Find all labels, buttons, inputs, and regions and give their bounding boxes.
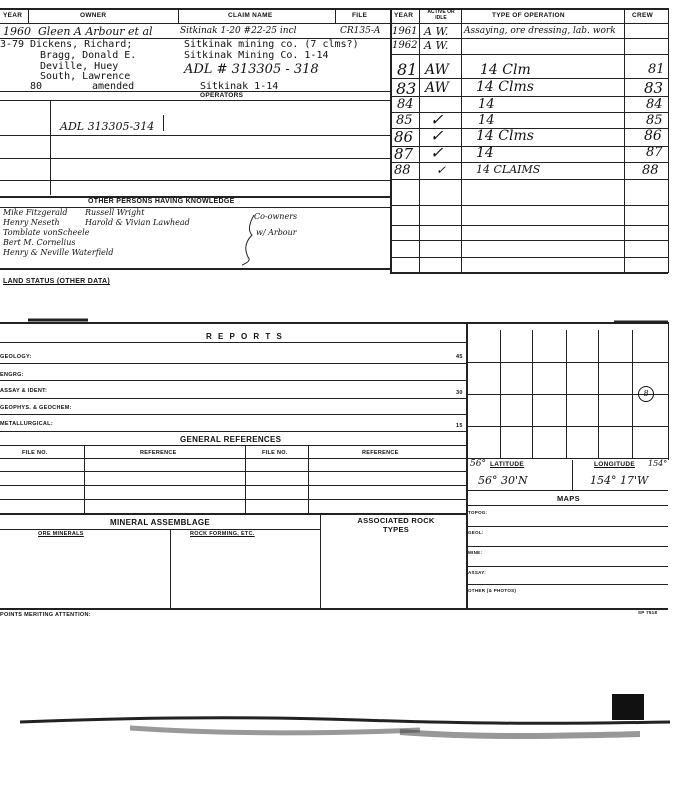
other-person: Mike Fitzgerald [3,208,68,217]
operation-type: 14 [478,113,495,128]
operation-type: 14 [478,97,495,112]
longitude-value: 154° 17'W [590,474,649,487]
maps-row: MINE: [468,550,483,555]
header-owner: OWNER [80,12,107,19]
operation-type: 14 CLAIMS [476,163,541,176]
lat-deg: 56° [470,459,486,469]
rock-forming-label: ROCK FORMING, ETC. [190,531,255,537]
operation-year: 1961 [392,26,418,37]
latitude-label: LATITUDE [490,461,525,468]
longitude-label: LONGITUDE [594,461,635,468]
operation-status: ✓ [430,126,444,145]
general-refs-title: GENERAL REFERENCES [180,435,282,444]
associated-rock-types-label: ASSOCIATED ROCK TYPES [357,516,435,534]
operation-crew: 88 [642,163,659,178]
brace-mark [242,215,254,265]
circle-mark: 8 [638,386,654,402]
report-row-label: GEOLOGY: [0,354,32,360]
owner-row-year: 1960 [3,25,31,38]
other-person: Henry & Neville Waterfield [3,248,114,257]
other-persons-label: OTHER PERSONS HAVING KNOWLEDGE [88,198,235,205]
owner-row-claim: Sitkinak 1-14 [200,81,279,92]
header-type-of-operation: TYPE OF OPERATION [492,12,565,19]
operation-status: ✓ [430,143,444,162]
scan-streak [400,732,640,736]
owner-row-owner: Gleen A Arbour et al [38,25,153,38]
lon-deg: 154° [648,459,668,468]
header-year-2: YEAR [394,12,414,19]
other-person: Henry Neseth [3,218,60,227]
ref-header: FILE NO. [262,450,288,456]
header-active-idle: ACTIVE OR IDLE [427,9,455,21]
form-number: SP 7518 [638,610,658,615]
operation-year: 88 [394,163,411,178]
report-row-num: 45 [456,354,463,360]
ref-header: FILE NO. [22,450,48,456]
operation-type: 14 Clm [480,62,531,78]
scan-block [612,694,644,720]
owner-row-owner: Deville, Huey [40,61,119,72]
other-person: Harold & Vivian Lawhead [85,218,190,227]
other-persons-note: w/ Arbour [256,228,297,237]
operation-crew: 87 [646,145,663,160]
operation-year: 84 [397,97,414,112]
operation-status: AW [425,62,449,78]
scan-streak [130,728,420,733]
operation-status: ✓ [436,163,447,177]
owner-row-year: 80 [30,81,43,92]
report-row-num: 30 [456,390,463,396]
latitude-value: 56° 30'N [478,474,528,487]
report-row-label: ASSAY & IDENT: [0,388,48,394]
operation-crew: 84 [646,97,663,112]
operation-status: A W. [424,39,449,52]
operation-year: 81 [397,60,418,79]
other-person: Tomblate vonScheele [3,228,90,237]
header-claim-name: CLAIM NAME [228,12,273,19]
operators-adl: ADL 313305-314 [60,120,155,133]
ref-header: REFERENCE [362,450,399,456]
header-year: YEAR [3,12,23,19]
operators-label: OPERATORS [200,92,244,99]
other-persons-note: Co-owners [254,212,298,221]
maps-row: TOPOG: [468,510,488,515]
points-label: POINTS MERITING ATTENTION: [0,612,91,618]
report-row-label: GEOPHYS. & GEOCHEM: [0,405,72,411]
owner-row-owner: Bragg, Donald E. [40,50,137,61]
owner-row-claim: ADL # 313305 - 318 [184,62,319,77]
mineral-assemblage-label: MINERAL ASSEMBLAGE [110,518,211,527]
operation-crew: 81 [648,62,665,77]
operation-type: Assaying, ore dressing, lab. work [464,26,616,36]
operation-crew: 85 [646,113,663,128]
operation-status: A W. [424,25,449,38]
owner-row-owner: amended [92,81,135,92]
maps-row: GEOL: [468,530,484,535]
other-person: Russell Wright [85,208,145,217]
operation-status: AW [425,80,449,96]
reports-title: R E P O R T S [206,332,284,341]
operation-year: 83 [396,79,417,98]
maps-row: OTHER (& PHOTOS) [468,588,517,593]
ref-header: REFERENCE [140,450,177,456]
owner-row-owner: Dickens, Richard; [30,39,133,50]
maps-label: MAPS [557,494,580,503]
owner-row-file: CR135-A [340,26,381,36]
report-row-num: 15 [456,423,463,429]
operation-year: 1962 [392,40,418,51]
operation-type: 14 [476,145,494,161]
report-row-label: ENGRG: [0,372,24,378]
other-person: Bert M. Cornelius [3,238,76,247]
operation-crew: 83 [644,79,664,97]
operation-year: 85 [396,113,413,128]
header-file: FILE [352,12,368,19]
maps-row: ASSAY: [468,570,487,575]
scan-streak [20,718,670,723]
owner-row-year: 3-79 [0,39,25,50]
operation-year: 87 [394,145,414,163]
operation-status: ✓ [430,110,444,129]
land-status-label: LAND STATUS (OTHER DATA) [3,278,111,285]
owner-row-claim: Sitkinak 1-20 #22-25 incl [180,26,297,36]
owner-row-owner: South, Lawrence [40,71,131,82]
owner-row-claim: Sitkinak mining co. (7 clms?) [184,39,359,50]
operation-type: 14 Clms [476,79,534,95]
header-crew: CREW [632,12,654,19]
operation-year: 86 [394,128,414,146]
report-row-label: METALLURGICAL: [0,421,53,427]
operation-type: 14 Clms [476,128,534,144]
owner-row-claim: Sitkinak Mining Co. 1-14 [184,50,329,61]
operation-crew: 86 [644,128,662,144]
ore-minerals-label: ORE MINERALS [38,531,84,537]
